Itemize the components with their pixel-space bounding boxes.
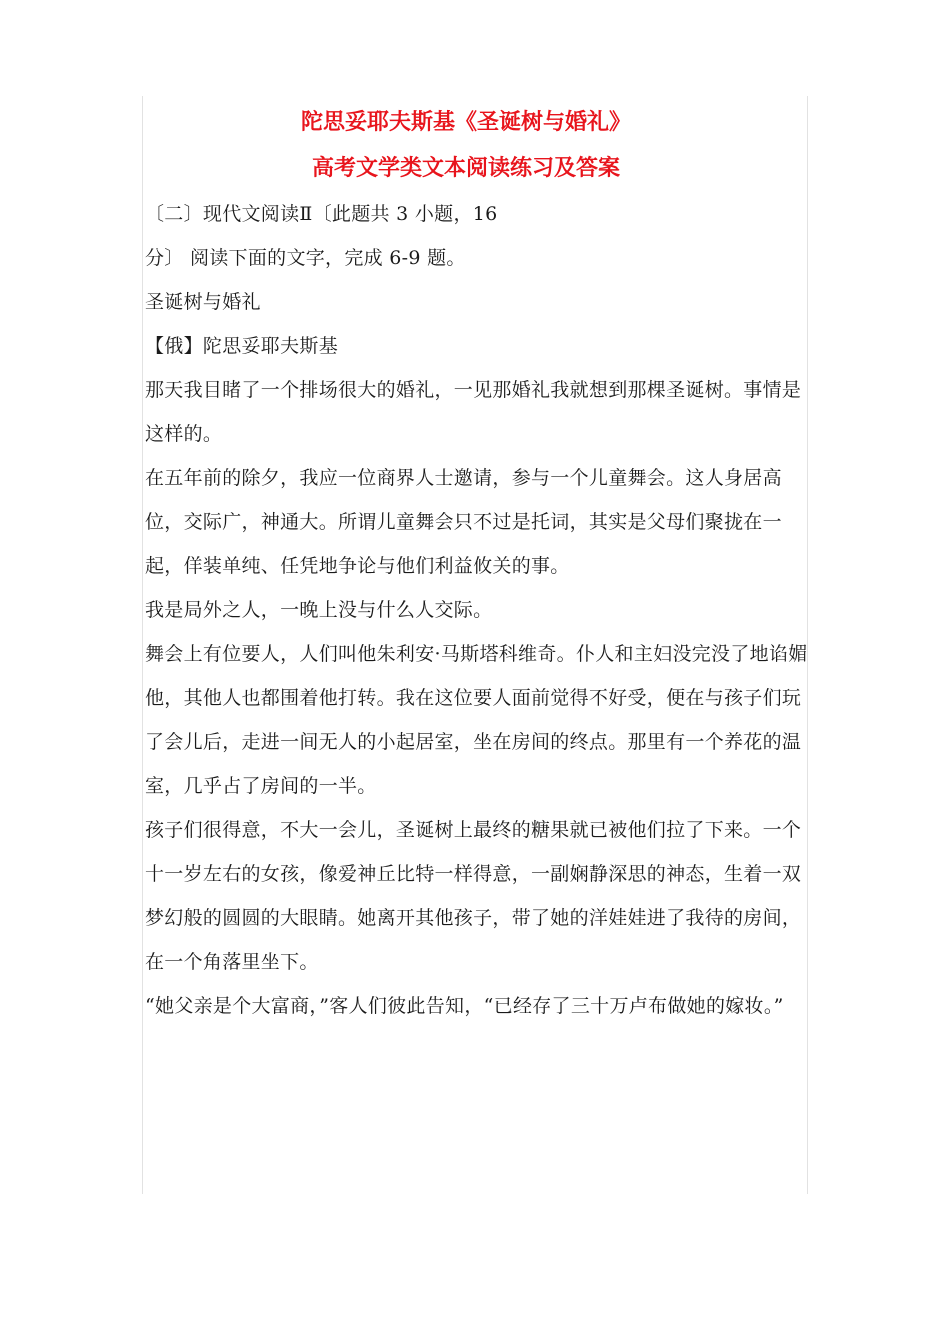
section-heading-line1: 〔二〕现代文阅读Ⅱ〔此题共 3 小题，16 xyxy=(145,203,498,225)
section-heading-line2: 分〕 阅读下面的文字，完成 6-9 题。 xyxy=(145,247,466,269)
paragraph: 舞会上有位要人，人们叫他朱利安·马斯塔科维奇。仆人和主妇没完没了地谄媚他，其他人也都围着他打转。我在这位要人面前觉得不好受，便在与孩子们玩了会儿后，走进一间无人的小起居室，坐在房间的终点。那里有一个养花的温室，几乎占了房间的一半。 xyxy=(145,643,808,797)
document-body xyxy=(145,100,817,1028)
document-title-line1: 陀思妥耶夫斯基《圣诞树与婚礼》 xyxy=(300,109,631,135)
paragraph: 在五年前的除夕，我应一位商界人士邀请，参与一个儿童舞会。这人身居高位，交际广，神通大。所谓儿童舞会只不过是托词，其实是父母们聚拢在一起，佯装单纯、任凭地争论与他们利益攸关的事。 xyxy=(145,467,782,577)
paragraph: “她父亲是个大富商，”客人们彼此告知，“已经存了三十万卢布做她的嫁妆。” xyxy=(145,995,784,1017)
paragraph: 那天我目睹了一个排场很大的婚礼，一见那婚礼我就想到那棵圣诞树。事情是这样的。 xyxy=(145,379,802,445)
paragraph: 孩子们很得意，不大一会儿，圣诞树上最终的糖果就已被他们拉了下来。一个十一岁左右的女孩，像爱神丘比特一样得意，一副娴静深思的神态，生着一双梦幻般的圆圆的大眼睛。她离开其他孩子，带了她的洋娃娃进了我待的房间，在一个角落里坐下。 xyxy=(145,819,802,973)
story-author: 【俄】陀思妥耶夫斯基 xyxy=(145,335,339,357)
document-title-line2: 高考文学类文本阅读练习及答案 xyxy=(311,155,620,181)
paragraph: 我是局外之人，一晚上没与什么人交际。 xyxy=(145,599,493,621)
story-title: 圣诞树与婚礼 xyxy=(145,291,261,313)
